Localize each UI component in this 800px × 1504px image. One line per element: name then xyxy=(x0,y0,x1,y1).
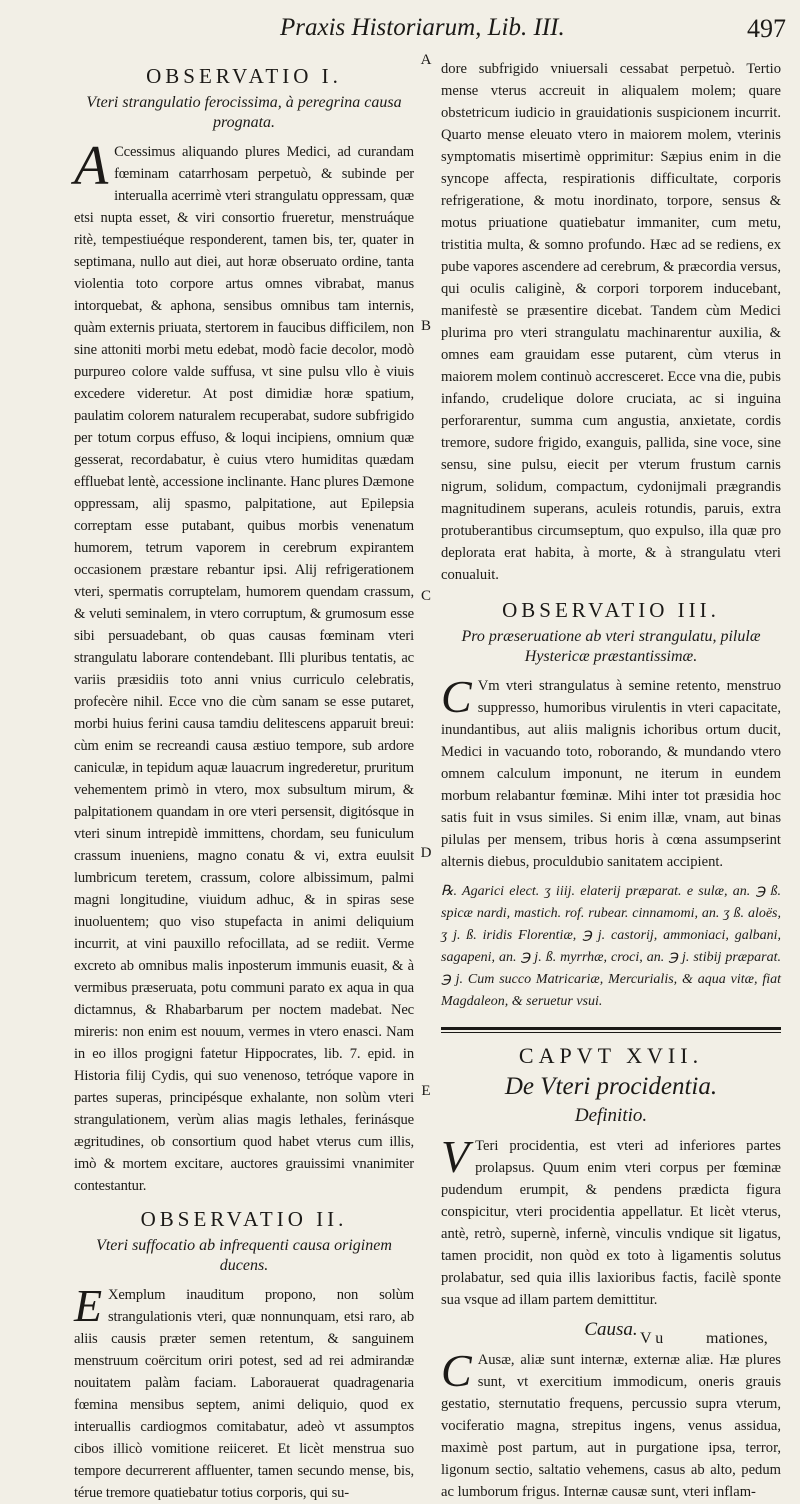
observation-3-heading: OBSERVATIO III. xyxy=(502,598,720,622)
margin-letter-c: C xyxy=(420,588,431,604)
recipe: ℞. Agarici elect. ʒ iiij. elaterij præparat. e sulæ, an. ℈ ß. spicæ nardi, mastich. rof. rubear. cinnamomi, an. ʒ ß. aloës, ʒ j. ß. iridis Florentiæ, ℈ j. castorij, ammoniaci, galbani, sagapeni, an. ℈ j. ß. myrrhæ, croci, an. ℈ j. stibij præparat. ℈ j. Cum succo Matricariæ, Mercurialis, & aqua vitæ, fiat Magdaleon, & seruetur vsui. xyxy=(441,884,781,1009)
chapter-number: CAPVT XVII. xyxy=(518,1043,704,1068)
dropcap: E xyxy=(74,1280,102,1331)
running-head xyxy=(280,14,786,46)
right-column xyxy=(441,58,781,1503)
margin-letter-d: D xyxy=(420,845,432,861)
observation-2-text xyxy=(74,1280,414,1504)
observation-1-subtitle: Vteri strangulatio ferocissima, à peregrina causa prognata. xyxy=(86,94,402,131)
causa-text xyxy=(441,1345,781,1503)
causa-heading: Causa. xyxy=(584,1319,638,1340)
observation-1-text xyxy=(74,135,414,1197)
margin-letter-a: A xyxy=(420,52,432,68)
observation-2-continued: dore subfrigido vniuersali cessabat perpetuò. Tertio mense vterus accreuit in aliqualem molem; quare obstetricum iudicio in grauidationis suspicionem incurrit. Quarto mense eleuato vtero in maiorem molem, vterinis symptomatis misertimè opprimitur: Sæpius enim in die syncope affecta, respirationis difficultate, corporis refrigeratione, & motu inordinato, torpore, sensus & motus priuatione quatiebatur immaniter, cum metu, tristitia multa, & somno profundo. Hæc ad se rediens, ex pube vapores ascendere ad cerebrum, & præcordia versus, qui oculis caliginè, & corpori torporem inducebant, manifestè se præsentire dicebat. Tandem cùm Medici plurima pro vteri strangulatu machinarentur auxilia, & omnes eam grauidam esse putarent, cùm vterus in maiorem molem continuò accresceret. Ecce vna die, pubis infando, crudelique dolore cruciata, ac si inguina perforarentur, summa cum angustia, anxietate, cordis tremore, sudore frigido, exanguis, pallida, sine voce, sine sensu, sine pulsu, eiecit per vterum frustum carnis nigrum, solidum, compactum, cydonijmali prægrandis magnitudinem superans, aculeis rotundis, paruis, extra protuberantibus circumseptum, quo expulso, illa quæ pro deplorata erat habita, à morte, & à strangulatu vteri conualuit. xyxy=(441,61,781,583)
section-rule-thin xyxy=(441,1032,781,1033)
observation-3-text xyxy=(441,671,781,873)
dropcap: C xyxy=(441,671,472,722)
observation-2-body: Xemplum inauditum propono, non solùm strangulationis vteri, quæ nonnunquam, etsi raro, ab aliis causis præter semen retentum, & sanguinem menstruum coërcitum oriri potest, sed ad rei admirandæ nouitatem palàm faciam. Laborauerat quadragenaria fœmina mensibus septem, animi deliquio, quod ex interuallis cardiogmos comitabatur, adeò vt assumptos cibos illicò vomitione reiiceret. Et licèt menstrua suo tempore decurrerent affluenter, tamen secundo mense, bis, térue tremore quatiebatur totius corporis, qui su- xyxy=(74,1287,414,1501)
observation-1-body: Ccessimus aliquando plures Medici, ad curandam fœminam catarrhosam perpetuò, & subinde per interualla acerrimè vteri strangulatu oppressam, quæ etsi nupta esset, & viri consortio frueretur, menstruáque ritè, tempestiuéque responderent, tamen bis, ter, quater in septimana, nullo aut diei, aut horæ obseruato ordine, tanta violentia toto corpore artus omnes vibrabat, manus intorquebat, & aphona, sensibus omnibus tam internis, quàm externis priuata, stertorem in faucibus difficilem, non sine attoniti morbi metu edebat, modò facie decolor, modò purpureo colore valde suffusa, vt sine pulsu vllo è viuis excedere videretur. At post dimidiæ horæ spatium, paulatim colorem naturalem recuperabat, sudore subfrigido per totum corpus effuso, & loqui incipiens, omnium quæ gesserat, recordabatur, è cuius vtero humiditas quædam effluebat lentè, accessione inclinante. Hanc plures Dæmone oppressam, alij spasmo, palpitatione, aut Epilepsia correptam esse putabant, quibus morbis venenatum humorem, tetrum vaporem in cerebrum expirantem occasionem præstare rebantur ipsi. Alij refrigerationem vteri, spermatis corruptelam, humorem quendam crassum, & veluti seminalem, in vtero corruptum, & grumosum esse sibi persuadebant, ob quas causas fœminam vteri strangulatu laborare contendebant. Illi pluribus tentatis, ac variis præsidiis toto anni vnius curriculo celebratis, profecère nihil. Ecce vno die cùm sanam se esse putaret, morbi huius ferini causa tamdiu delitescens apparuit breui: cùm enim se recreandi causa æstiuo tempore, sub ardore caniculæ, in tepidum aquæ lauacrum ingrederetur, pruritum vehementem primò in vtero, mox subsultum mirum, & palpitationem quandam in ore vteri persensit, digitósque in vteri sinum intrepidè immittens, chordam, seu funiculum crassum inueniens, magno conatu & vi, extra euulsit lumbricum teretem, crassum, colore albissimum, palmi magni longitudine, viuidum adhuc, & in spiras sese inuoluentem; quo viso stupefacta in animi deliquium incurrit, at vini pauxillo refocillata, ad se rediit. Verme excreto ab omnibus malis inposterum immunis euasit, & à vermibus præseruata, potu communi parato ex aqua in qua dictamnus, & Rhabarbarum per noctem madebat. Nec mireris: non enim est nouum, vermes in vtero enasci. Nam in eo illos progigni fatetur Hippocrates, lib. 7. epid. in Historia filij Cydis, qui suo venenoso, tetróque vapore in partes superas, principésque exhalante, non solùm vteri strangulationem, verùm alias magis lethales, ferinásque ægritudines, ob consortium quod habet vterus cum illis, imò & mortem excitare, auctores grauissimi vnanimiter contestantur. xyxy=(74,144,414,1194)
margin-letter-e: E xyxy=(421,1083,431,1099)
observation-2-heading: OBSERVATIO II. xyxy=(140,1207,348,1231)
definitio-body: Teri procidentia, est vteri ad inferiores partes prolapsus. Quum enim vteri corpus per fœminæ pudendum erumpit, & pendens prædicta figura conspicitur, vteri procidentia appellatur. Et licèt vterus, antè, retrò, supernè, infernè, vinculis vndique sit ligatus, tamen procidit, non quòd ex toto à ligamentis solutus prolabatur, sed quia illis laxioribus factis, facilè sponte sua vsque ad illam partem demittitur. xyxy=(441,1138,781,1308)
observation-3-body: Vm vteri strangulatus à semine retento, menstruo suppresso, humoribus virulentis in vteri capacitate, inundantibus, aut aliis malignis ichoribus ortum ducit, Medici in vacuando toto, roborando, & mundando vtero omnem calculum imponunt, ne iterum in eundem morbum relabantur fœminæ. Mihi inter tot præsidia hoc satis fuit in vsus similes. Si enim illæ, vnam, aut binas pilulas per mensem, tribus horis à cœna assumpserint alternis diebus, proculdubio sanitatem accipient. xyxy=(441,678,781,870)
margin-letter-b: B xyxy=(420,318,431,334)
left-column xyxy=(74,58,414,1504)
dropcap: C xyxy=(441,1345,472,1396)
observation-1-heading: OBSERVATIO I. xyxy=(146,64,342,88)
observation-3-subtitle: Pro præseruatione ab vteri strangulatu, pilulæ Hystericæ præstantissimæ. xyxy=(461,628,761,665)
page-number: 497 xyxy=(747,14,786,43)
dropcap: V xyxy=(441,1131,470,1182)
running-title: Praxis Historiarum, Lib. III. xyxy=(280,14,565,41)
definitio-text xyxy=(441,1131,781,1311)
catchword: mationes, xyxy=(706,1330,768,1347)
signature-mark: V u xyxy=(640,1330,664,1347)
section-rule xyxy=(441,1027,781,1030)
causa-body: Ausæ, aliæ sunt internæ, externæ aliæ. Hæ plures sunt, vt exercitium immodicum, oneris grauis gestatio, sternutatio frequens, percussio supra vterum, vociferatio magna, strepitus ingens, venus assidua, maximè post partum, aut in purgatione ipsa, terror, ligonum sectio, saltatio vehemens, casus ab alto, pedum ac lumborum frigus. Internæ causæ sunt, vteri inflam- xyxy=(441,1352,781,1500)
observation-2-subtitle: Vteri suffocatio ab infrequenti causa originem ducens. xyxy=(96,1237,392,1274)
dropcap: A xyxy=(74,135,109,197)
chapter-title: De Vteri procidentia. xyxy=(504,1073,718,1100)
definitio-heading: Definitio. xyxy=(574,1105,648,1126)
